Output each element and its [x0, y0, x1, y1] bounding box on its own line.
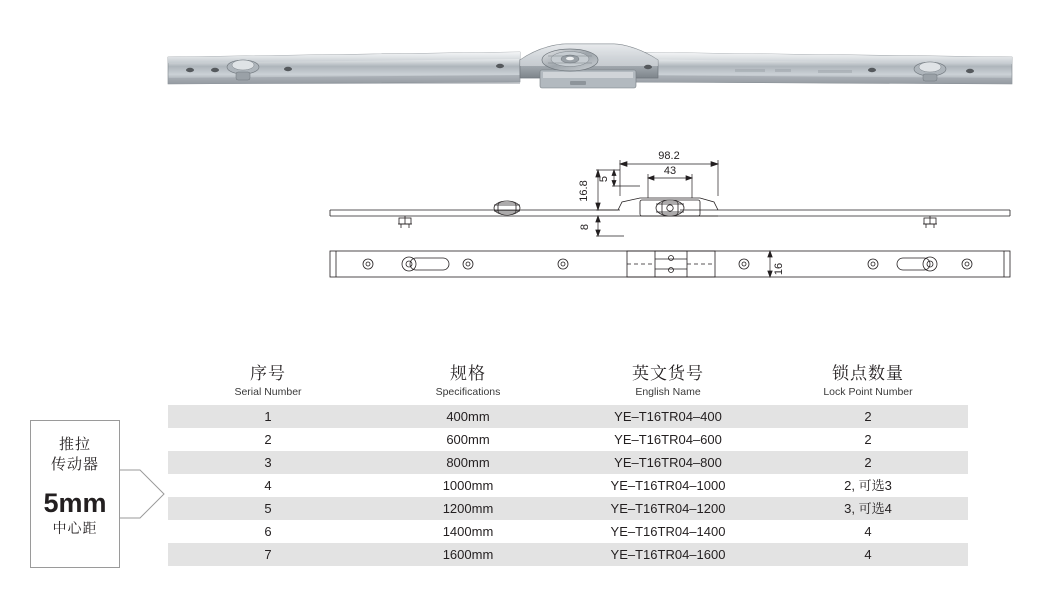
- cell-spec: 1600mm: [368, 543, 568, 566]
- cell-code: YE–T16TR04–1400: [568, 520, 768, 543]
- cell-code: YE–T16TR04–1000: [568, 474, 768, 497]
- gear-plate: [542, 49, 598, 71]
- plan-view: [330, 251, 1010, 277]
- callout-arrow-icon: [120, 468, 166, 520]
- dim-label-98-2: 98.2: [658, 150, 680, 162]
- technical-drawings: [0, 130, 1038, 310]
- cell-locks: 2: [768, 428, 968, 451]
- cell-spec: 1000mm: [368, 474, 568, 497]
- perspective-svg: [0, 20, 1038, 110]
- column-header-serial: [168, 362, 368, 405]
- callout-size: 5mm: [43, 488, 107, 518]
- column-header-code-en: English Name: [635, 386, 701, 398]
- spec-table-area: [168, 362, 968, 566]
- table-row: [168, 474, 968, 497]
- cell-code: YE–T16TR04–400: [568, 405, 768, 428]
- cell-locks: 4: [768, 543, 968, 566]
- cell-serial: 5: [168, 497, 368, 520]
- cell-locks: 2: [768, 451, 968, 474]
- dim-label-43: 43: [663, 165, 677, 177]
- cell-spec: 400mm: [368, 405, 568, 428]
- cell-serial: 6: [168, 520, 368, 543]
- cell-code: YE–T16TR04–1200: [568, 497, 768, 520]
- table-row: [168, 451, 968, 474]
- column-header-serial-en: Serial Number: [234, 386, 302, 398]
- column-header-code-cn: 英文货号: [632, 364, 704, 383]
- callout-line-2: 传动器: [50, 456, 99, 473]
- cell-serial: 4: [168, 474, 368, 497]
- dim-label-16-8: 16.8: [578, 180, 590, 202]
- cell-code: YE–T16TR04–600: [568, 428, 768, 451]
- cell-serial: 2: [168, 428, 368, 451]
- cell-spec: 600mm: [368, 428, 568, 451]
- cell-locks: 2: [768, 405, 968, 428]
- side-view: [330, 198, 1010, 231]
- product-callout-box: [30, 420, 120, 568]
- product-perspective-view: [0, 20, 1038, 110]
- column-header-locks: [768, 362, 968, 405]
- cell-serial: 7: [168, 543, 368, 566]
- cell-locks: 2, 可选3: [768, 474, 968, 497]
- cell-serial: 1: [168, 405, 368, 428]
- cell-serial: 3: [168, 451, 368, 474]
- dim-label-8: 8: [579, 223, 591, 231]
- column-header-code: [568, 362, 768, 405]
- callout-size-label: 中心距: [52, 520, 98, 536]
- table-row: [168, 428, 968, 451]
- column-header-locks-cn: 锁点数量: [832, 364, 904, 383]
- table-header-row: [168, 362, 968, 405]
- cell-spec: 800mm: [368, 451, 568, 474]
- table-row: [168, 543, 968, 566]
- column-header-locks-en: Lock Point Number: [823, 386, 913, 398]
- table-row: [168, 520, 968, 543]
- cell-spec: 1400mm: [368, 520, 568, 543]
- cell-code: YE–T16TR04–1600: [568, 543, 768, 566]
- column-header-spec-cn: 规格: [450, 364, 486, 383]
- column-header-serial-cn: 序号: [250, 364, 286, 383]
- callout-line-1: 推拉: [58, 436, 91, 453]
- cell-locks: 3, 可选4: [768, 497, 968, 520]
- drawings-svg: [0, 130, 1038, 310]
- column-header-spec: [368, 362, 568, 405]
- table-row: [168, 497, 968, 520]
- table-row: [168, 405, 968, 428]
- column-header-spec-en: Specifications: [435, 386, 501, 398]
- spec-table: [168, 362, 968, 566]
- cell-code: YE–T16TR04–800: [568, 451, 768, 474]
- dim-label-16: 16: [773, 262, 785, 276]
- dim-label-5: 5: [598, 175, 610, 183]
- cell-locks: 4: [768, 520, 968, 543]
- cell-spec: 1200mm: [368, 497, 568, 520]
